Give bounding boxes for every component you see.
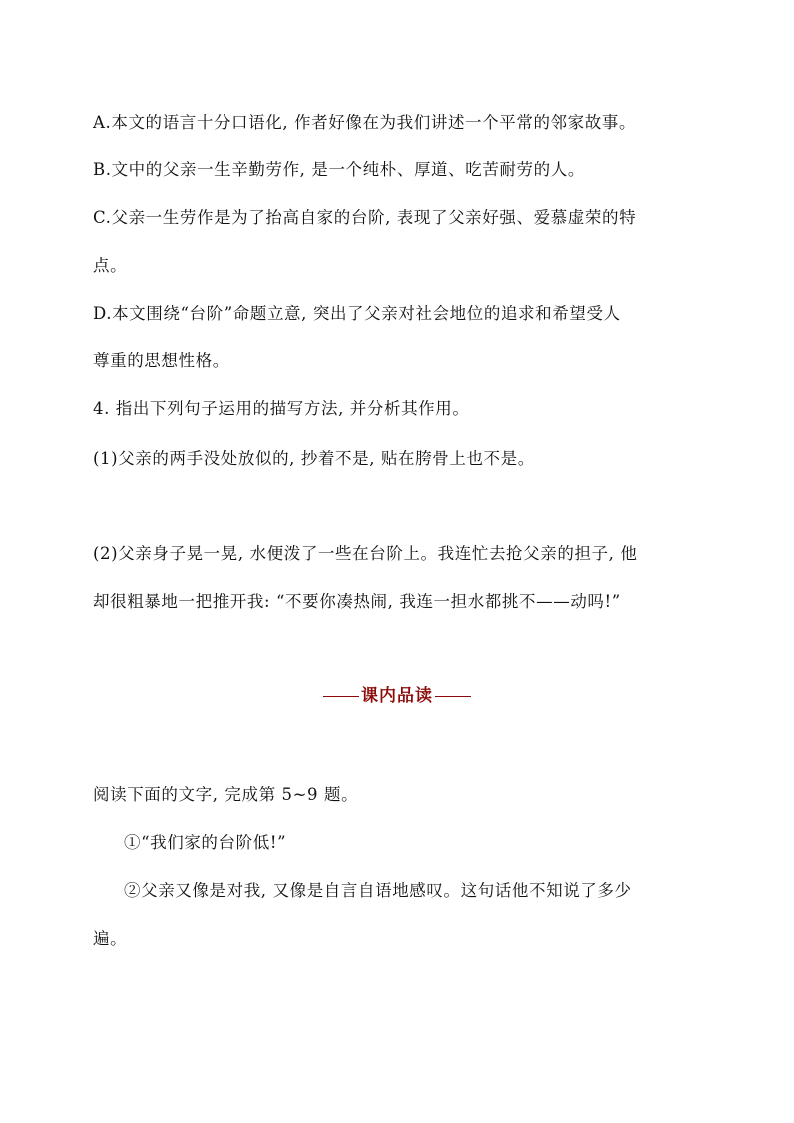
option-d-line2: 尊重的思想性格。 bbox=[93, 351, 230, 370]
option-c-line1: C.父亲一生劳作是为了抬高自家的台阶, 表现了父亲好强、爱慕虚荣的特 bbox=[93, 208, 637, 227]
option-b: B.文中的父亲一生辛勤劳作, 是一个纯朴、厚道、吃苦耐劳的人。 bbox=[93, 160, 585, 179]
question-4-sentence-1: (1)父亲的两手没处放似的, 抄着不是, 贴在胯骨上也不是。 bbox=[93, 449, 535, 468]
reading-intro: 阅读下面的文字, 完成第 5~9 题。 bbox=[93, 785, 359, 804]
section-dash-right bbox=[435, 696, 471, 698]
paragraph-2-line1: ②父亲又像是对我, 又像是自言自语地感叹。这句话他不知说了多少 bbox=[124, 881, 632, 900]
option-c-line2: 点。 bbox=[93, 256, 128, 275]
option-a: A.本文的语言十分口语化, 作者好像在为我们讲述一个平常的邻家故事。 bbox=[93, 113, 637, 132]
section-title-text: 课内品读 bbox=[361, 686, 433, 706]
paragraph-2-line2: 遍。 bbox=[93, 929, 128, 948]
section-title bbox=[0, 683, 794, 709]
question-4: 4. 指出下列句子运用的描写方法, 并分析其作用。 bbox=[93, 399, 470, 418]
paragraph-1: ①“我们家的台阶低!” bbox=[124, 833, 287, 852]
option-d-line1: D.本文围绕“台阶”命题立意, 突出了父亲对社会地位的追求和希望受人 bbox=[93, 304, 621, 323]
question-4-sentence-2-line2: 却很粗暴地一把推开我: “不要你凑热闹, 我连一担水都挑不——动吗!” bbox=[93, 592, 621, 611]
section-dash-left bbox=[323, 696, 359, 698]
question-4-sentence-2-line1: (2)父亲身子晃一晃, 水便泼了一些在台阶上。我连忙去抢父亲的担子, 他 bbox=[93, 544, 638, 563]
